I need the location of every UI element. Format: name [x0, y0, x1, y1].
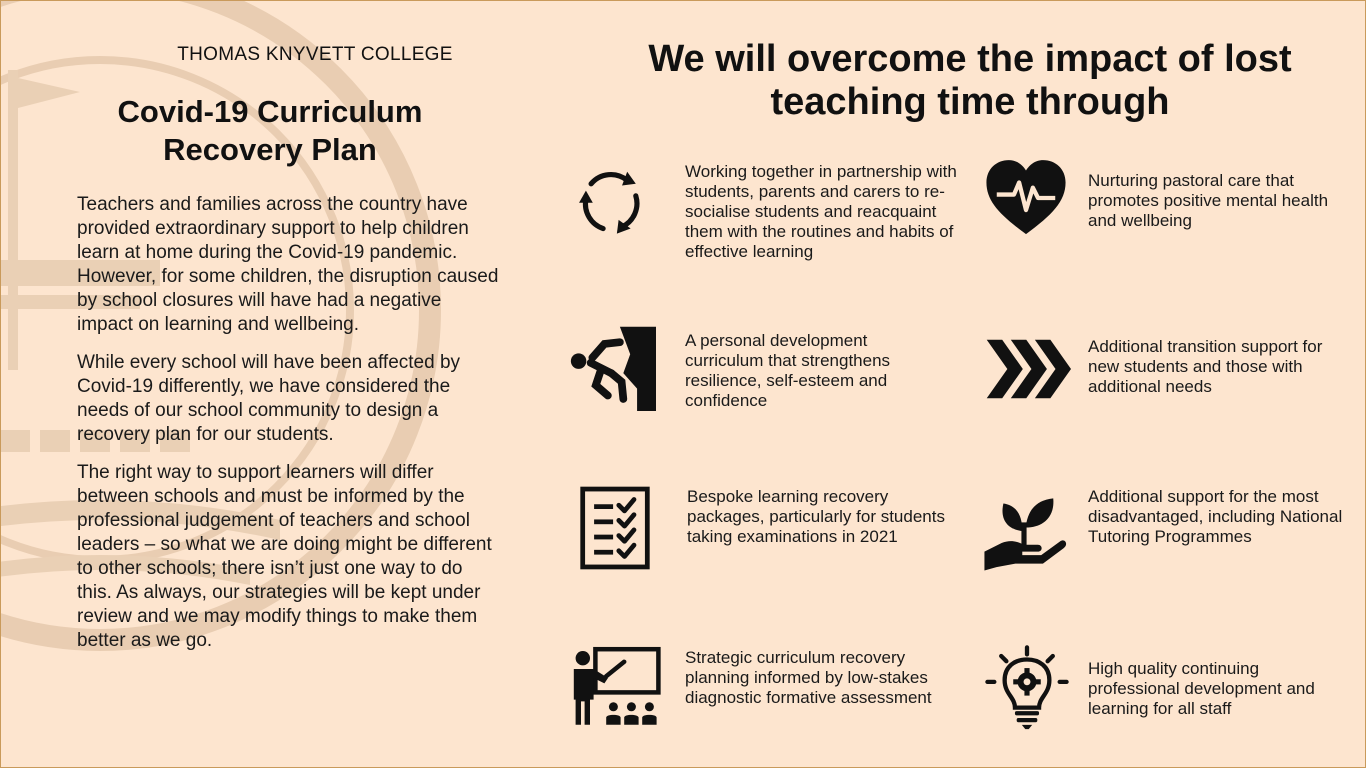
strategy-text: High quality continuing professional development and learning for all staff: [1088, 659, 1315, 718]
strategy-text: Nurturing pastoral care that promotes positive mental health and wellbeing: [1088, 171, 1329, 230]
strategy-text: Working together in partnership with students, parents and carers to re-socialise students and reacquaint them with the routines and habits of effective learning: [685, 162, 957, 261]
intro-paragraph: Teachers and families across the country have provided extraordinary support to help children learn at home during the Covid-19 pandemic. However, for some children, the disruption caused by school closures will have had a negative impact on learning and wellbeing.: [77, 194, 499, 335]
teacher-board-icon: [572, 645, 662, 729]
heartbeat-icon: [983, 155, 1069, 241]
lightbulb-gear-icon: [984, 642, 1070, 732]
strategy-text: Bespoke learning recovery packages, particularly for students taking examinations in 2021: [687, 487, 945, 546]
climber-icon: [570, 325, 656, 411]
plan-title: Covid-19 Curriculum Recovery Plan: [117, 94, 423, 167]
chevrons-right-icon: [983, 326, 1073, 412]
hand-seedling-icon: [981, 488, 1067, 574]
college-name: THOMAS KNYVETT COLLEGE: [177, 44, 453, 65]
checklist-icon: [577, 485, 653, 571]
intro-paragraph: While every school will have been affected by Covid-19 differently, we have considered the needs of our school community to design a recovery plan for our students.: [77, 352, 461, 445]
strategy-text: Strategic curriculum recovery planning informed by low-stakes diagnostic formative assessment: [685, 648, 932, 707]
strategy-text: A personal development curriculum that strengthens resilience, self-esteem and confidence: [685, 331, 891, 410]
strategy-text: Additional support for the most disadvantaged, including National Tutoring Programmes: [1088, 487, 1343, 546]
strategy-text: Additional transition support for new students and those with additional needs: [1088, 337, 1323, 396]
intro-paragraph: The right way to support learners will differ between schools and must be informed by the professional judgement of teachers and school leaders – so what we are doing might be different to other schools; there isn’t just one way to do this. As always, our strategies will be kept under review and we may modify things to make them better as we go.: [77, 462, 492, 651]
intro-text: [77, 193, 502, 667]
headline: We will overcome the impact of lost teaching time through: [648, 38, 1292, 123]
cycle-arrows-icon: [567, 158, 653, 244]
